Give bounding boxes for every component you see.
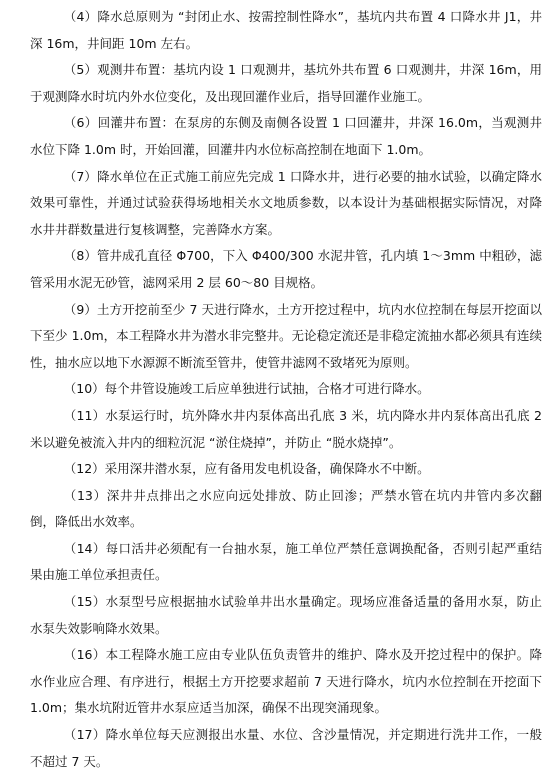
paragraph-item-15: （15）水泵型号应根据抽水试验单井出水量确定。现场应准备适量的备用水泵，防止水泵失效影响降水效果。: [30, 594, 542, 636]
paragraph-item-11: （11）水泵运行时，坑外降水井内泵体高出孔底 3 米，坑内降水井内泵体高出孔底 2 米以避免被流入井内的细粒沉泥 “淤住烧掉”，并防止 “脱水烧掉”。: [30, 407, 542, 450]
paragraph-item-12: （12）采用深井潜水泵，应有备用发电机设备，确保降水不中断。: [63, 461, 430, 477]
paragraph-item-17: （17）降水单位每天应测报出水量、水位、含沙量情况，并定期进行洗井工作，一般不超过 7 天。: [30, 727, 542, 769]
paragraph-item-9: （9）土方开挖前至少 7 天进行降水，土方开挖过程中，坑内水位控制在每层开挖面以下至少 1.0m，本工程降水井为潜水非完整井。无论稳定流还是非稳定流抽水都必须具有连续性，抽水应以地下水源源不断流至管井，使管井滤网不致堵死为原则。: [30, 301, 542, 370]
paragraph-item-4: （4）降水总原则为 “封闭止水、按需控制性降水”，基坑内共布置 4 口降水井 J1，井深 16m，井间距 10m 左右。: [30, 9, 542, 51]
paragraph-item-14: （14）每口活井必须配有一台抽水泵，施工单位严禁任意调换配备，否则引起严重结果由施工单位承担责任。: [30, 540, 542, 583]
paragraph-item-8: （8）管井成孔直径 Φ700，下入 Φ400/300 水泥井管，孔内填 1～3mm 中粗砂，滤管采用水泥无砂管，滤网采用 2 层 60～80 目规格。: [30, 248, 542, 290]
paragraph-item-7: （7）降水单位在正式施工前应先完成 1 口降水井，进行必要的抽水试验，以确定降水效果可靠性，并通过试验获得场地相关水文地质参数，以本设计为基础根据实际情况，对降水井井群数量进行复核调整，完善降水方案。: [30, 168, 542, 237]
paragraph-item-10: （10）每个井管设施竣工后应单独进行试抽，合格才可进行降水。: [63, 381, 430, 397]
paragraph-item-6: （6）回灌井布置：在泵房的东侧及南侧各设置 1 口回灌井，井深 16.0m，当观测井水位下降 1.0m 时，开始回灌，回灌井内水位标高控制在地面下 1.0m。: [30, 115, 542, 157]
paragraph-item-5: （5）观测井布置：基坑内设 1 口观测井，基坑外共布置 6 口观测井，井深 16m，用于观测降水时坑内外水位变化，及出现回灌作业后，指导回灌作业施工。: [30, 62, 542, 104]
paragraph-item-16: （16）本工程降水施工应由专业队伍负责管井的维护、降水及开挖过程中的保护。降水作业应合理、有序进行，根据土方开挖要求超前 7 天进行降水，坑内水位控制在开挖面下 1.0m；集水坑附近管井水泵应适当加深，确保不出现突涌现象。: [30, 647, 542, 716]
paragraph-item-13: （13）深井井点排出之水应向远处排放、防止回渗；严禁水管在坑内井管内多次翻倒，降低出水效率。: [30, 487, 542, 530]
